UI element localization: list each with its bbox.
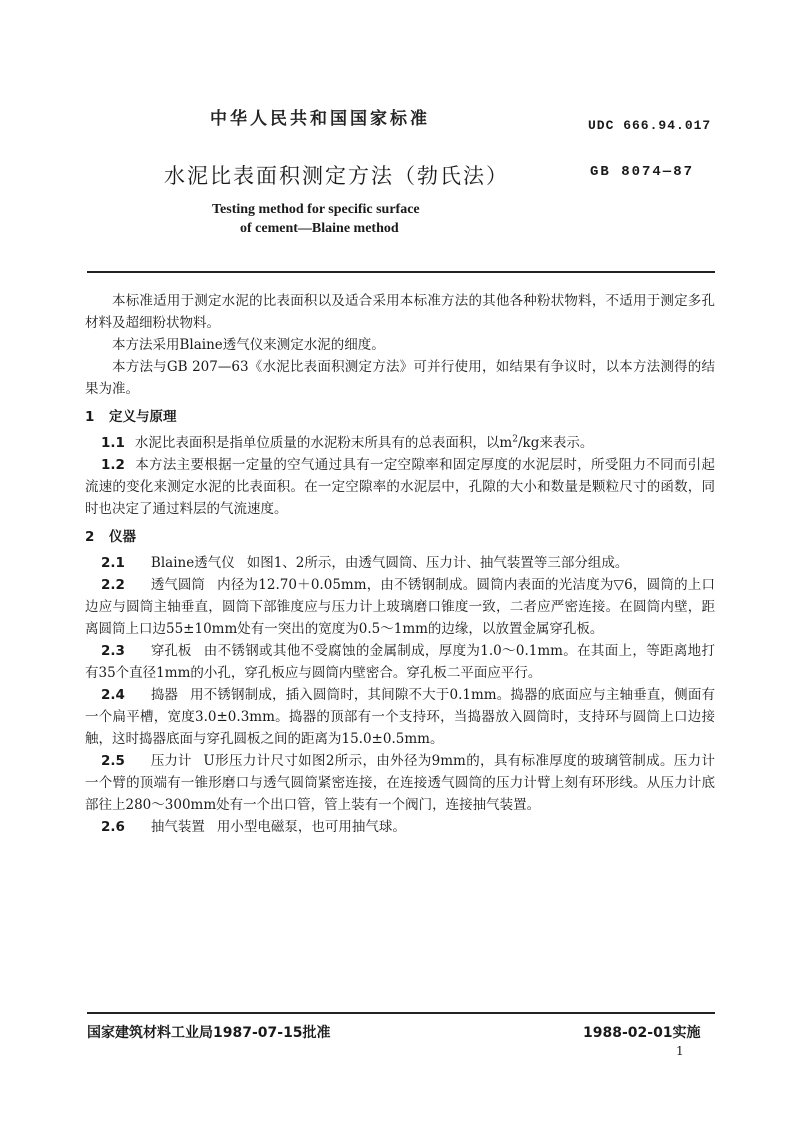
clause-text: 由不锈钢或其他不受腐蚀的金属制成，厚度为1.0～0.1mm。在其面上，等距离地打有35个直径1mm的小孔，穿孔板应与圆筒内壁密合。穿孔板二平面应平行。 bbox=[85, 643, 715, 681]
clause-subject: 压力计 bbox=[150, 753, 192, 769]
section-number: 1 bbox=[85, 409, 95, 425]
clause-number: 2.5 bbox=[101, 753, 125, 769]
section-heading bbox=[85, 406, 715, 428]
clause-text: 用不锈钢制成，插入圆筒时，其间隙不大于0.1mm。捣器的底面应与主轴垂直，侧面有一个扁平槽，宽度3.0±0.3mm。捣器的顶部有一个支持环，当捣器放入圆筒时，支持环与圆筒上口边接触，这时捣器底面与穿孔圆板之间的距离为15.0±0.5mm。 bbox=[85, 687, 715, 747]
clause-subject: 抽气装置 bbox=[150, 819, 205, 835]
intro-paragraph: 本方法与GB 207—63《水泥比表面积测定方法》可并行使用，如结果有争议时，以本方法测得的结果为准。 bbox=[85, 359, 715, 397]
clause-text: /kg来表示。 bbox=[517, 435, 594, 451]
clause-subject: Blaine透气仪 bbox=[150, 555, 235, 571]
clause bbox=[85, 574, 715, 640]
clause-text: 内径为12.70＋0.05mm，由不锈钢制成。圆筒内表面的光洁度为▽6，圆筒的上口边应与圆筒主轴垂直，圆筒下部锥度应与压力计上玻璃磨口锥度一致，二者应严密连接。在圆筒内壁，距离圆筒上口边55±10mm处有一突出的宽度为0.5～1mm的边缘，以放置金属穿孔板。 bbox=[85, 577, 715, 637]
superscript: 2 bbox=[512, 434, 518, 445]
footer-divider bbox=[87, 1012, 715, 1014]
clause bbox=[85, 750, 715, 816]
clause bbox=[85, 684, 715, 750]
clause bbox=[85, 552, 715, 574]
clause-subject: 透气圆筒 bbox=[150, 577, 205, 593]
section-number: 2 bbox=[85, 529, 95, 545]
clause-subject: 捣器 bbox=[150, 687, 178, 703]
document-title: 水泥比表面积测定方法（勃氏法） bbox=[164, 164, 509, 188]
clause bbox=[85, 640, 715, 684]
effective-date: 1988-02-01实施 bbox=[583, 1025, 701, 1041]
clause-number: 1.2 bbox=[101, 457, 125, 473]
clause-number: 2.6 bbox=[101, 819, 125, 835]
header-divider bbox=[87, 271, 715, 273]
clause-text: 水泥比表面积是指单位质量的水泥粉末所具有的总表面积，以m bbox=[134, 435, 513, 451]
clause bbox=[85, 454, 715, 520]
clause-text: 用小型电磁泵，也可用抽气球。 bbox=[216, 819, 406, 835]
section-title: 仪器 bbox=[109, 529, 136, 545]
clause-text: 如图1、2所示，由透气圆筒、压力计、抽气装置等三部分组成。 bbox=[246, 555, 629, 571]
clause-number: 2.1 bbox=[101, 555, 125, 571]
clause-number: 2.4 bbox=[101, 687, 125, 703]
clause-subject: 穿孔板 bbox=[150, 643, 192, 659]
section-heading bbox=[85, 526, 715, 548]
clause-text: 本方法主要根据一定量的空气通过具有一定空隙率和固定厚度的水泥层时，所受阻力不同而引起流速的变化来测定水泥的比表面积。在一定空隙率的水泥层中，孔隙的大小和数量是颗粒尺寸的函数，同时也决定了通过料层的气流速度。 bbox=[85, 457, 715, 517]
section-title: 定义与原理 bbox=[109, 409, 177, 425]
clause-number: 2.3 bbox=[101, 643, 125, 659]
clause bbox=[85, 432, 715, 454]
clause-text: U形压力计尺寸如图2所示，由外径为9mm的，具有标准厚度的玻璃管制成。压力计一个臂的顶端有一锥形磨口与透气圆筒紧密连接，在连接透气圆筒的压力计臂上刻有环形线。从压力计底部往上280～300mm处有一个出口管，管上装有一个阀门，连接抽气装置。 bbox=[85, 753, 715, 813]
clause-number: 2.2 bbox=[101, 577, 125, 593]
english-title-line2: of cement—Blaine method bbox=[240, 221, 399, 236]
document-body bbox=[85, 290, 715, 838]
intro-paragraph: 本方法采用Blaine透气仪来测定水泥的细度。 bbox=[112, 337, 385, 353]
approval-date: 国家建筑材料工业局1987-07-15批准 bbox=[87, 1025, 331, 1041]
udc-code: UDC 666.94.017 bbox=[588, 118, 712, 133]
intro-paragraph: 本标准适用于测定水泥的比表面积以及适合采用本标准方法的其他各种粉状物料，不适用于测定多孔材料及超细粉状物料。 bbox=[85, 293, 715, 331]
page-number: 1 bbox=[676, 1044, 684, 1058]
clause-number: 1.1 bbox=[101, 435, 125, 451]
gb-number: GB 8074—87 bbox=[590, 164, 695, 180]
clause bbox=[85, 816, 715, 838]
standard-title: 中华人民共和国国家标准 bbox=[210, 109, 430, 129]
english-title-line1: Testing method for specific surface bbox=[212, 202, 420, 217]
